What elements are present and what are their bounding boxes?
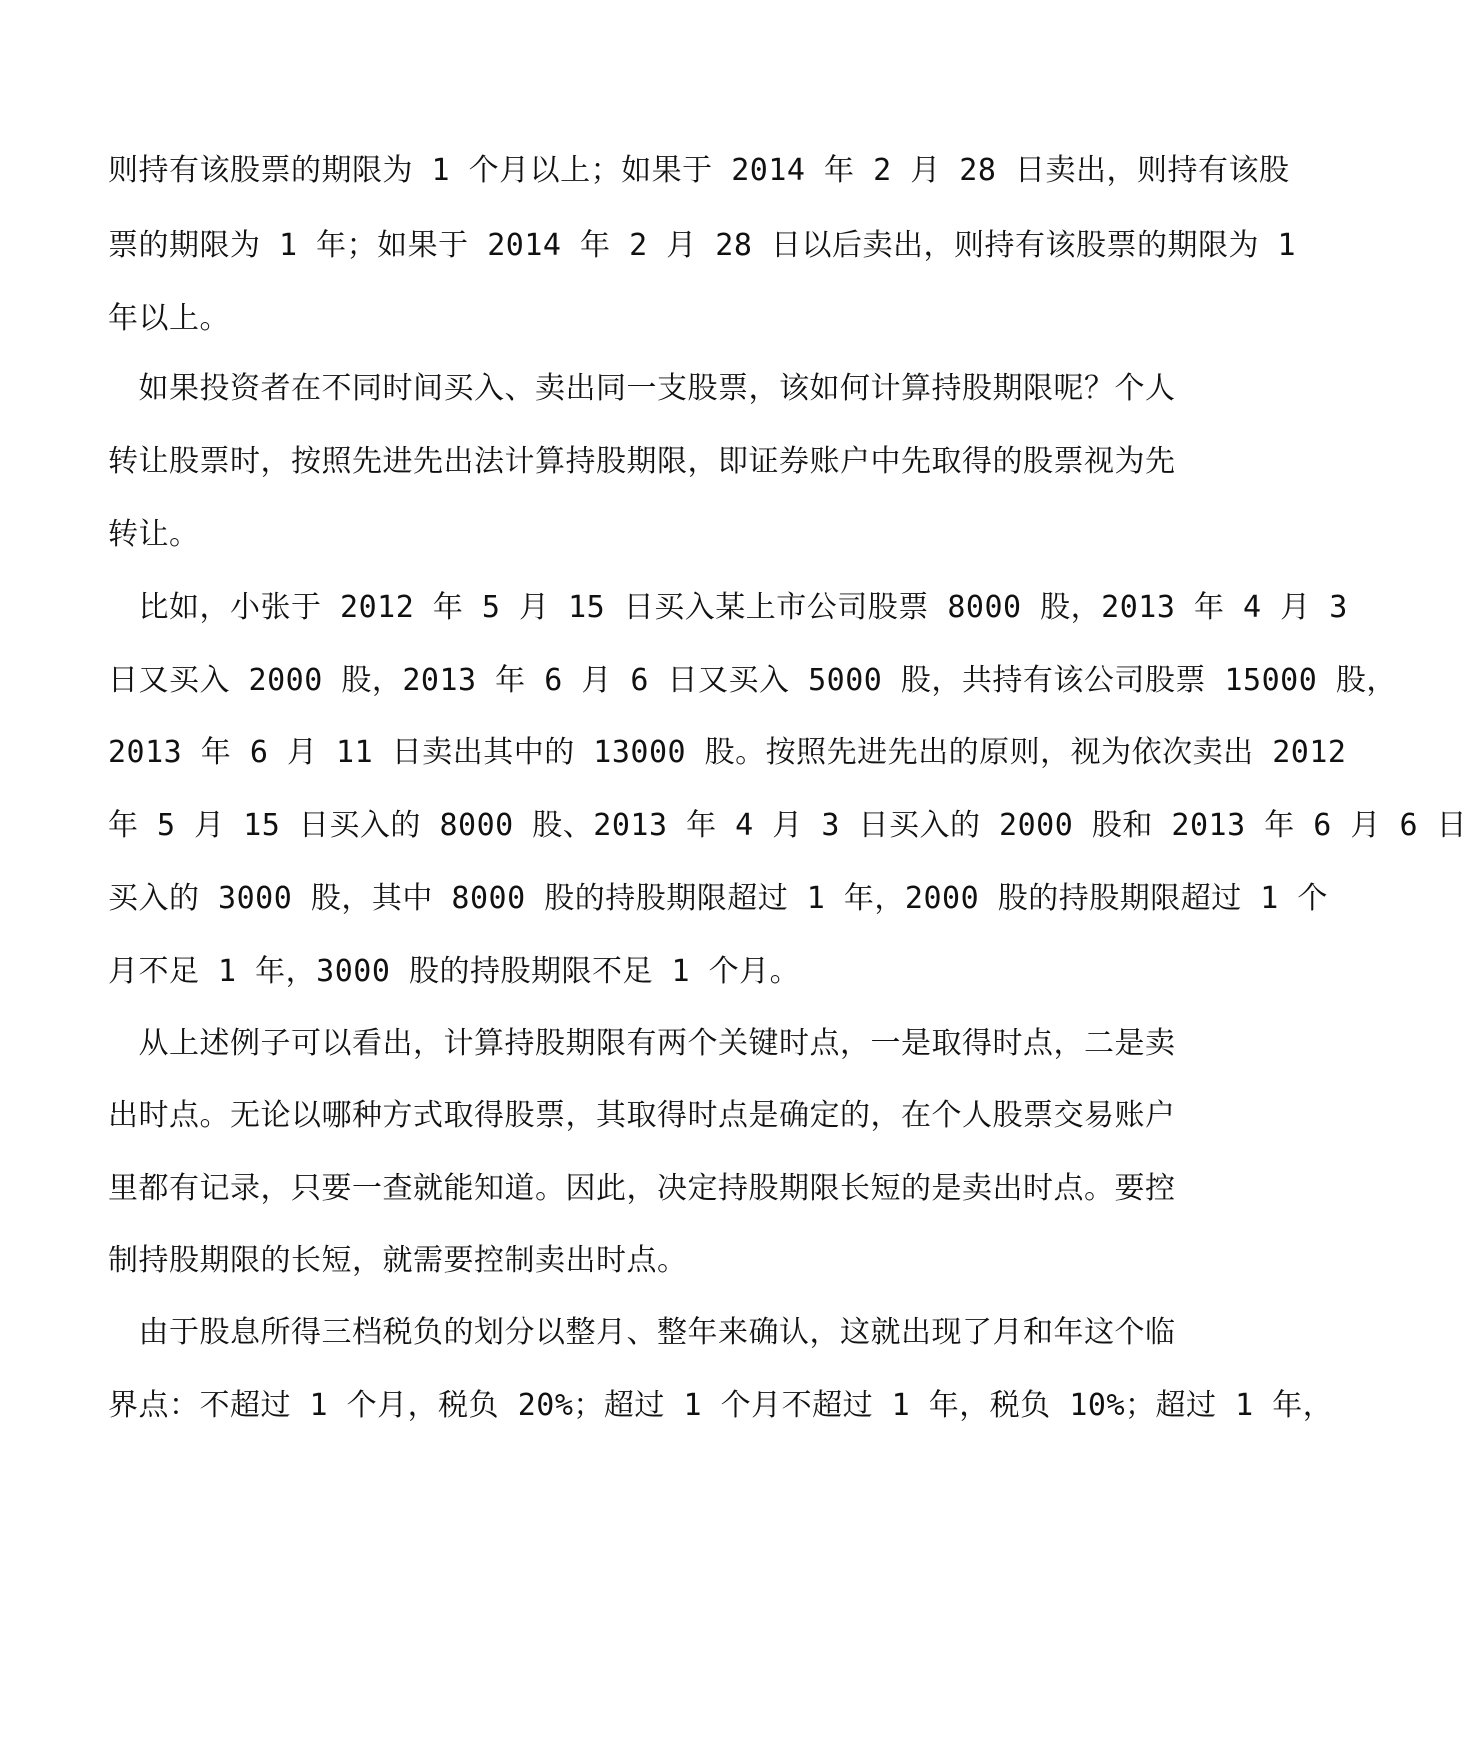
text-line: 界点：不超过 1 个月，税负 20%；超过 1 个月不超过 1 年，税负 10%；超过 1 年，: [108, 1388, 1334, 1423]
text-line: 日又买入 2000 股，2013 年 6 月 6 日又买入 5000 股，共持有该公司股票 15000 股，: [108, 663, 1397, 698]
text-line: 制持股期限的长短，就需要控制卖出时点。: [108, 1243, 688, 1278]
text-line: 2013 年 6 月 11 日卖出其中的 13000 股。按照先进先出的原则，视为依次卖出 2012: [108, 735, 1347, 770]
text-line: 买入的 3000 股，其中 8000 股的持股期限超过 1 年，2000 股的持股期限超过 1 个: [108, 881, 1328, 916]
text-line: 月不足 1 年，3000 股的持股期限不足 1 个月。: [108, 954, 801, 989]
text-line: 比如，小张于 2012 年 5 月 15 日买入某上市公司股票 8000 股，2013 年 4 月 3: [108, 590, 1348, 625]
text-line: 年 5 月 15 日买入的 8000 股、2013 年 4 月 3 日买入的 2000 股和 2013 年 6 月 6 日: [108, 808, 1467, 843]
text-line: 由于股息所得三档税负的划分以整月、整年来确认，这就出现了月和年这个临: [108, 1315, 1176, 1350]
text-line: 转让股票时，按照先进先出法计算持股期限，即证券账户中先取得的股票视为先: [108, 444, 1176, 479]
text-line: 出时点。无论以哪种方式取得股票，其取得时点是确定的，在个人股票交易账户: [108, 1098, 1176, 1133]
text-line: 转让。: [108, 517, 200, 552]
text-line: 年以上。: [108, 301, 230, 336]
text-line: 从上述例子可以看出，计算持股期限有两个关键时点，一是取得时点，二是卖: [108, 1026, 1176, 1061]
text-line: 票的期限为 1 年；如果于 2014 年 2 月 28 日以后卖出，则持有该股票的期限为 1: [108, 228, 1297, 263]
text-line: 里都有记录，只要一查就能知道。因此，决定持股期限长短的是卖出时点。要控: [108, 1171, 1176, 1206]
text-line: 则持有该股票的期限为 1 个月以上；如果于 2014 年 2 月 28 日卖出，则持有该股: [108, 153, 1290, 188]
text-line: 如果投资者在不同时间买入、卖出同一支股票，该如何计算持股期限呢？个人: [108, 371, 1176, 406]
